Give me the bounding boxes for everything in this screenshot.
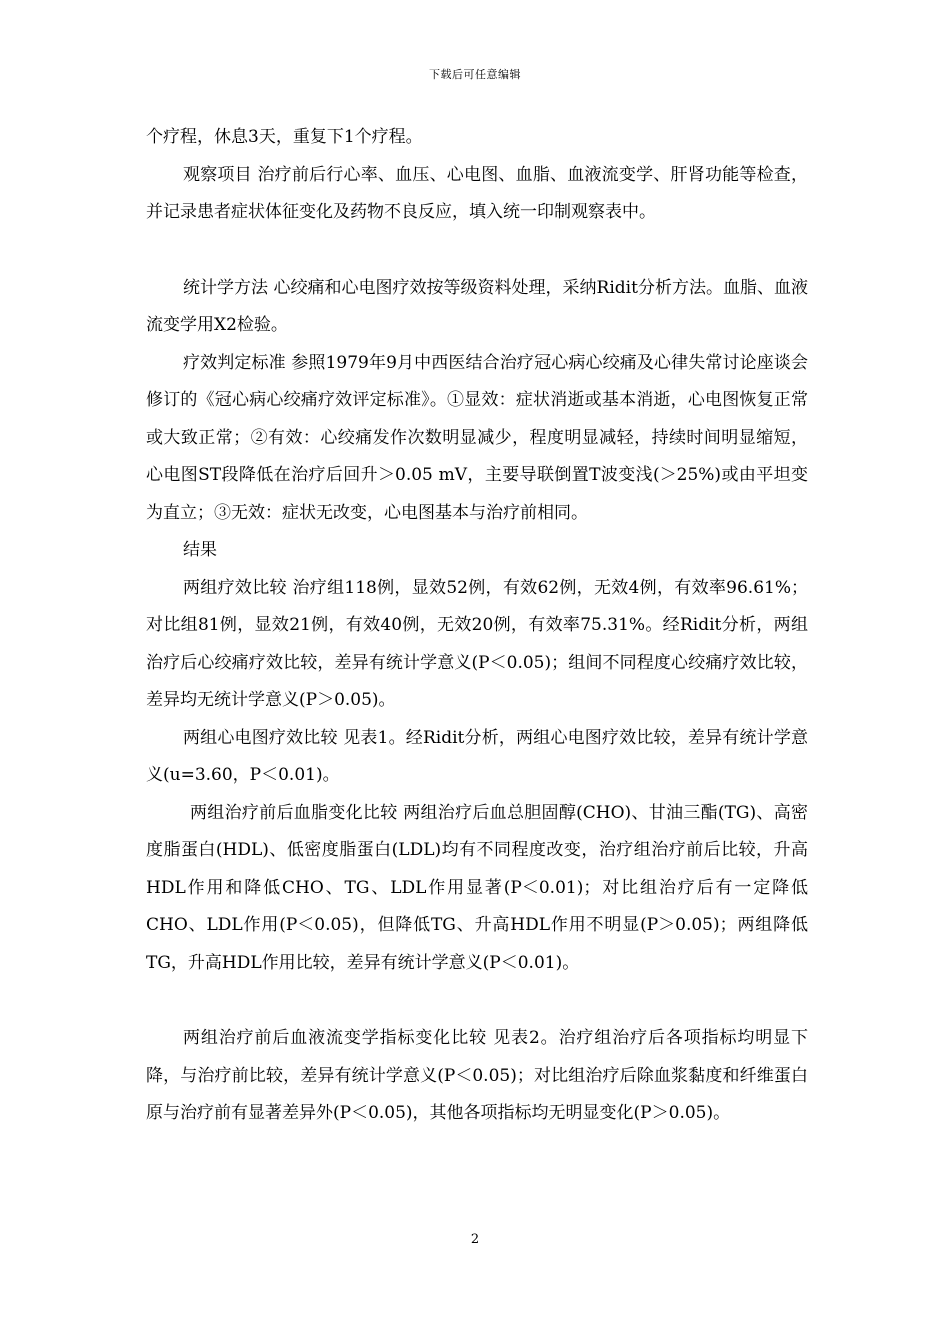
paragraph-hemorheology-comparison: 两组治疗前后血液流变学指标变化比较 见表2。治疗组治疗后各项指标均明显下降，与治疗前比较，差异有统计学意义(P＜0.05)；对比组治疗后除血浆黏度和纤维蛋白原与治疗前有显著差异外(P＜0.05)，其他各项指标均无明显变化(P＞0.05)。 (146, 1028, 808, 1123)
page-number: 2 (470, 1232, 480, 1247)
page-header: 下载后可任意编辑 (429, 68, 521, 81)
document-body (146, 119, 808, 1133)
paragraph-gap (146, 982, 808, 1020)
paragraph-lipid-comparison: 两组治疗前后血脂变化比较 两组治疗后血总胆固醇(CHO)、甘油三酯(TG)、高密度脂蛋白(HDL)、低密度脂蛋白(LDL)均有不同程度改变，治疗组治疗前后比较，升高HDL作用和降低CHO、TG、LDL作用显著(P＜0.01)；对比组治疗后有一定降低CHO、LDL作用(P＜0.05)，但降低TG、升高HDL作用不明显(P＞0.05)；两组降低TG，升高HDL作用比较，差异有统计学意义(P＜0.01)。 (146, 802, 808, 973)
section-heading-results: 结果 (183, 540, 217, 560)
paragraph-ecg-comparison: 两组心电图疗效比较 见表1。经Ridit分析，两组心电图疗效比较，差异有统计学意义(u=3.60，P＜0.01)。 (146, 727, 808, 785)
paragraph-observation-items: 观察项目 治疗前后行心率、血压、心电图、血脂、血液流变学、肝肾功能等检查，并记录患者症状体征变化及药物不良反应，填入统一印制观察表中。 (146, 164, 808, 222)
paragraph-efficacy-comparison: 两组疗效比较 治疗组118例，显效52例，有效62例，无效4例，有效率96.61%；对比组81例，显效21例，有效40例，无效20例，有效率75.31%。经Ridit分析，两组治疗后心绞痛疗效比较，差异有统计学意义(P＜0.05)；组间不同程度心绞痛疗效比较，差异均无统计学意义(P＞0.05)。 (146, 577, 808, 710)
paragraph-treatment-course: 个疗程，休息3天，重复下1个疗程。 (146, 127, 423, 147)
paragraph-gap (146, 232, 808, 270)
paragraph-efficacy-criteria: 疗效判定标准 参照1979年9月中西医结合治疗冠心病心绞痛及心律失常讨论座谈会修订的《冠心病心绞痛疗效评定标准》。①显效：症状消逝或基本消逝，心电图恢复正常或大致正常；②有效：心绞痛发作次数明显减少，程度明显减轻，持续时间明显缩短，心电图ST段降低在治疗后回升＞0.05 mV，主要导联倒置T波变浅(＞25%)或由平坦变为直立；③无效：症状无改变，心电图基本与治疗前相同。 (146, 352, 808, 523)
paragraph-statistical-methods: 统计学方法 心绞痛和心电图疗效按等级资料处理，采纳Ridit分析方法。血脂、血液流变学用X2检验。 (146, 277, 808, 335)
